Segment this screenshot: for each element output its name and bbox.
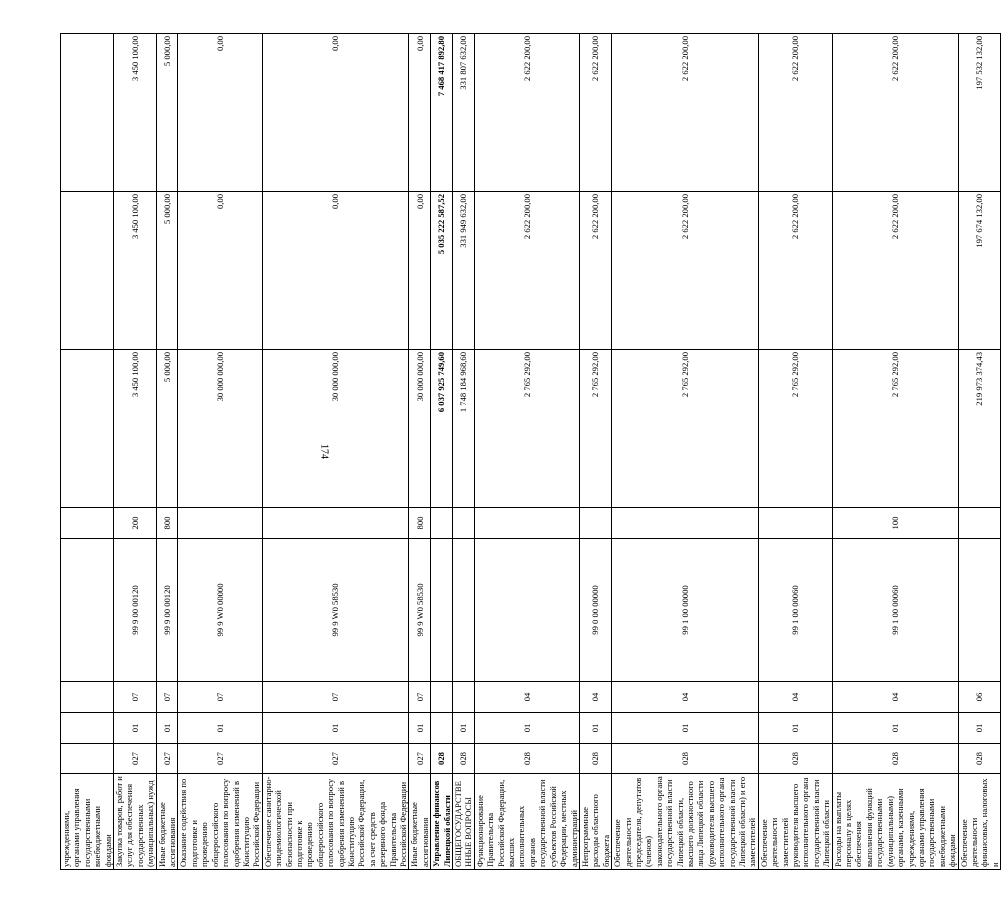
- row-subsection: [61, 682, 114, 713]
- row-amount-year1: 219 973 374,43: [958, 350, 1001, 508]
- row-amount-year2: 5 035 222 587,52: [431, 192, 453, 350]
- row-grbs: 028: [958, 744, 1001, 774]
- row-name: Обеспечение деятельности председателя, депутатов (членов) законодательного органа государственной власти Липецкой области, высшего должностного лица Липецкой области (руководителя высшего исполнительного органа государственной власти Липецкой области) и его заместителей: [612, 774, 759, 870]
- row-section: 01: [409, 713, 431, 744]
- row-name: учреждениями, органами управления государственными внебюджетными фондами: [61, 774, 114, 870]
- row-amount-year1: 6 037 925 749,60: [431, 350, 453, 508]
- row-amount-year2: 5 000,00: [156, 192, 178, 350]
- row-name: Управление финансов Липецкой области: [431, 774, 453, 870]
- row-target-article: 99 9 W0 58530: [409, 539, 431, 682]
- row-grbs: 028: [453, 744, 475, 774]
- row-section: 01: [474, 713, 579, 744]
- row-subsection: 07: [114, 682, 157, 713]
- row-section: [61, 713, 114, 744]
- table-row: [114, 34, 157, 870]
- budget-table-wrapper: [60, 34, 1000, 870]
- row-expense-type: 800: [156, 508, 178, 539]
- row-subsection: 06: [958, 682, 1001, 713]
- row-amount-year1: 3 450 100,00: [114, 350, 157, 508]
- row-target-article: 99 0 00 00000: [579, 539, 611, 682]
- row-amount-year2: 2 622 200,00: [579, 192, 611, 350]
- row-name: Оказание содействия по подготовке и проведению общероссийского голосования по вопросу одобрения изменений в Конституцию Российской Федерации: [178, 774, 262, 870]
- row-amount-year3: 2 622 200,00: [758, 34, 832, 192]
- row-expense-type: [758, 508, 832, 539]
- row-target-article: 99 1 00 00060: [758, 539, 832, 682]
- row-name: Расходы на выплаты персоналу в целях обеспечения выполнения функций государственными (муниципальными) органами, казенными учреждениями, органами управления государственными внебюджетными фондами: [832, 774, 958, 870]
- row-target-article: [431, 539, 453, 682]
- row-name: Иные бюджетные ассигнования: [156, 774, 178, 870]
- row-expense-type: 800: [409, 508, 431, 539]
- row-grbs: 027: [178, 744, 262, 774]
- budget-table-body: [61, 34, 1001, 870]
- row-expense-type: 200: [114, 508, 157, 539]
- row-grbs: 028: [431, 744, 453, 774]
- row-amount-year2: 2 622 200,00: [832, 192, 958, 350]
- row-expense-type: [474, 508, 579, 539]
- row-amount-year3: 0,00: [178, 34, 262, 192]
- row-expense-type: [178, 508, 262, 539]
- table-row: [474, 34, 579, 870]
- row-amount-year2: 0,00: [262, 192, 409, 350]
- row-expense-type: [579, 508, 611, 539]
- row-expense-type: [61, 508, 114, 539]
- row-subsection: [431, 682, 453, 713]
- row-subsection: 07: [409, 682, 431, 713]
- row-amount-year2: 2 622 200,00: [474, 192, 579, 350]
- row-target-article: 99 1 00 00000: [612, 539, 759, 682]
- row-amount-year2: 331 949 632,00: [453, 192, 475, 350]
- row-name: Непрограммные расходы областного бюджета: [579, 774, 611, 870]
- row-section: 01: [579, 713, 611, 744]
- row-subsection: 04: [832, 682, 958, 713]
- row-amount-year1: 5 000,00: [156, 350, 178, 508]
- row-amount-year1: 2 765 292,00: [474, 350, 579, 508]
- row-amount-year3: 5 000,00: [156, 34, 178, 192]
- row-amount-year3: 2 622 200,00: [832, 34, 958, 192]
- row-grbs: 027: [156, 744, 178, 774]
- row-subsection: 07: [262, 682, 409, 713]
- row-target-article: [474, 539, 579, 682]
- row-grbs: 027: [409, 744, 431, 774]
- row-amount-year1: 2 765 292,00: [612, 350, 759, 508]
- row-amount-year3: 0,00: [409, 34, 431, 192]
- row-amount-year1: 2 765 292,00: [579, 350, 611, 508]
- row-subsection: 07: [156, 682, 178, 713]
- row-amount-year1: 30 000 000,00: [409, 350, 431, 508]
- table-row: [832, 34, 958, 870]
- row-amount-year1: 1 748 184 968,60: [453, 350, 475, 508]
- budget-table: [60, 33, 1001, 870]
- row-grbs: [61, 744, 114, 774]
- row-target-article: [61, 539, 114, 682]
- row-amount-year1: 2 765 292,00: [832, 350, 958, 508]
- table-row: [958, 34, 1001, 870]
- table-row: [156, 34, 178, 870]
- row-grbs: 027: [262, 744, 409, 774]
- row-expense-type: [453, 508, 475, 539]
- row-amount-year2: 197 674 132,00: [958, 192, 1001, 350]
- row-amount-year3: 0,00: [262, 34, 409, 192]
- row-expense-type: [958, 508, 1001, 539]
- row-amount-year1: 30 000 000,00: [178, 350, 262, 508]
- row-amount-year2: 0,00: [178, 192, 262, 350]
- row-section: 01: [178, 713, 262, 744]
- row-expense-type: [262, 508, 409, 539]
- row-section: 01: [453, 713, 475, 744]
- row-name: Обеспечение деятельности финансовых, налоговых и: [958, 774, 1001, 870]
- row-target-article: [453, 539, 475, 682]
- row-name: ОБЩЕГОСУДАРСТВЕННЫЕ ВОПРОСЫ: [453, 774, 475, 870]
- row-target-article: 99 9 W0 58530: [262, 539, 409, 682]
- row-section: 01: [832, 713, 958, 744]
- row-target-article: [958, 539, 1001, 682]
- row-grbs: 027: [114, 744, 157, 774]
- row-amount-year1: 2 765 292,00: [758, 350, 832, 508]
- row-grbs: 028: [612, 744, 759, 774]
- row-subsection: 04: [474, 682, 579, 713]
- row-subsection: 04: [579, 682, 611, 713]
- row-amount-year2: 0,00: [409, 192, 431, 350]
- table-row: [178, 34, 262, 870]
- row-amount-year3: 331 807 632,00: [453, 34, 475, 192]
- row-name: Обеспечение деятельности заместителей руководителя высшего исполнительного органа государственной власти Липецкой области: [758, 774, 832, 870]
- row-subsection: [453, 682, 475, 713]
- table-row: [431, 34, 453, 870]
- table-row: [579, 34, 611, 870]
- rotated-table-container: [60, 34, 1000, 870]
- row-amount-year3: 2 622 200,00: [579, 34, 611, 192]
- row-amount-year3: [61, 34, 114, 192]
- row-target-article: 99 9 W0 00000: [178, 539, 262, 682]
- row-subsection: 04: [758, 682, 832, 713]
- row-section: 01: [758, 713, 832, 744]
- row-expense-type: [431, 508, 453, 539]
- row-amount-year2: 2 622 200,00: [758, 192, 832, 350]
- row-grbs: 028: [832, 744, 958, 774]
- row-grbs: 028: [758, 744, 832, 774]
- row-grbs: 028: [474, 744, 579, 774]
- row-target-article: 99 1 00 00060: [832, 539, 958, 682]
- table-row: [758, 34, 832, 870]
- row-subsection: 04: [612, 682, 759, 713]
- row-subsection: 07: [178, 682, 262, 713]
- row-amount-year3: 7 468 417 892,80: [431, 34, 453, 192]
- page-number: 174: [318, 444, 330, 459]
- table-row: [453, 34, 475, 870]
- row-section: 01: [156, 713, 178, 744]
- row-amount-year3: 2 622 200,00: [474, 34, 579, 192]
- row-amount-year3: 2 622 200,00: [612, 34, 759, 192]
- row-name: Обеспечение санитарно-эпидемиологической безопасности при подготовке к проведению общероссийского голосования по вопросу одобрения изменений в Конституцию Российской Федерации, за счет средств резервного фонда Правительства Российской Федерации: [262, 774, 409, 870]
- row-target-article: 99 9 00 00120: [114, 539, 157, 682]
- row-amount-year2: 3 450 100,00: [114, 192, 157, 350]
- table-row: [409, 34, 431, 870]
- table-row: [61, 34, 114, 870]
- row-grbs: 028: [579, 744, 611, 774]
- row-amount-year1: 30 000 000,00: [262, 350, 409, 508]
- row-expense-type: [612, 508, 759, 539]
- table-row: [612, 34, 759, 870]
- row-amount-year2: [61, 192, 114, 350]
- row-section: [431, 713, 453, 744]
- row-name: Иные бюджетные ассигнования: [409, 774, 431, 870]
- row-amount-year3: 197 532 132,00: [958, 34, 1001, 192]
- row-section: 01: [262, 713, 409, 744]
- table-row: [262, 34, 409, 870]
- row-section: 01: [612, 713, 759, 744]
- row-amount-year2: 2 622 200,00: [612, 192, 759, 350]
- row-name: Закупка товаров, работ и услуг для обеспечения государственных (муниципальных) нужд: [114, 774, 157, 870]
- row-section: 01: [114, 713, 157, 744]
- row-amount-year1: [61, 350, 114, 508]
- row-target-article: 99 9 00 00120: [156, 539, 178, 682]
- row-name: Функционирование Правительства Российской Федерации, высших исполнительных органов государственной власти субъектов Российской Федерации, местных администраций: [474, 774, 579, 870]
- row-section: 01: [958, 713, 1001, 744]
- row-expense-type: 100: [832, 508, 958, 539]
- row-amount-year3: 3 450 100,00: [114, 34, 157, 192]
